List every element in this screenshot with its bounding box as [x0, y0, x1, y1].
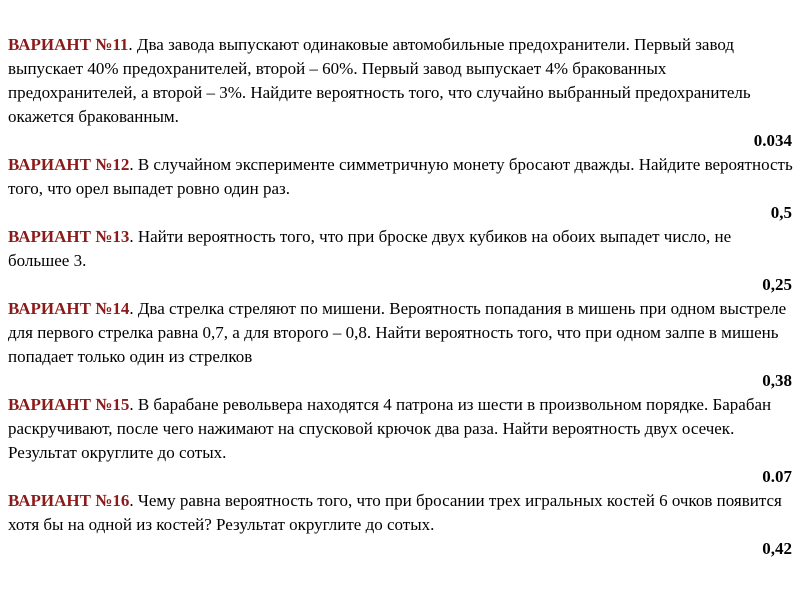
variant-13-answer: 0,25	[762, 275, 792, 294]
variant-11-answer: 0.034	[753, 131, 792, 150]
variant-13-text: . Найти вероятность того, что при броске двух кубиков на обоих выпадет число, не большее 3.	[8, 227, 732, 270]
variant-14-text: . Два стрелка стреляют по мишени. Вероятность попадания в мишень при одном выстреле для первого стрелка равна 0,7, а для второго – 0,8. Найти вероятность того, что при одном залпе в мишень попадает только один из стрелков	[8, 299, 787, 366]
variant-13-problem	[8, 225, 794, 273]
variant-16-problem	[8, 489, 794, 537]
variant-12-text: . В случайном эксперименте симметричную монету бросают дважды. Найдите вероятность того, что орел выпадет ровно один раз.	[8, 155, 793, 198]
variant-12-problem	[8, 153, 794, 201]
variant-13-label: ВАРИАНТ №13	[8, 227, 130, 246]
variant-11-problem	[8, 33, 794, 129]
variant-11-text: . Два завода выпускают одинаковые автомобильные предохранители. Первый завод выпускает 40% предохранителей, второй – 60%. Первый завод выпускает 4% бракованных предохранителей, а второй – 3%. Найдите вероятность того, что случайно выбранный предохранитель окажется бракованным.	[8, 35, 751, 126]
variant-15	[8, 393, 794, 489]
variant-15-answer: 0.07	[762, 467, 792, 486]
variant-12-label: ВАРИАНТ №12	[8, 155, 130, 174]
variant-15-label: ВАРИАНТ №15	[8, 395, 130, 414]
variants-list	[8, 33, 794, 561]
variant-16	[8, 489, 794, 561]
variant-15-problem	[8, 393, 794, 465]
variant-14-label: ВАРИАНТ №14	[8, 299, 130, 318]
variant-11	[8, 33, 794, 153]
variant-16-answer: 0,42	[762, 539, 792, 558]
variant-11-label: ВАРИАНТ №11	[8, 35, 129, 54]
variant-12-answer: 0,5	[770, 203, 792, 222]
variant-14-problem	[8, 297, 794, 369]
variant-16-text: . Чему равна вероятность того, что при бросании трех игральных костей 6 очков появится хотя бы на одной из костей? Результат округлите до сотых.	[8, 491, 782, 534]
variant-14-answer: 0,38	[762, 371, 792, 390]
variant-15-text: . В барабане револьвера находятся 4 патрона из шести в произвольном порядке. Барабан раскручивают, после чего нажимают на спусковой крючок два раза. Найти вероятность двух осечек. Результат округлите до сотых.	[8, 395, 772, 462]
variant-14	[8, 297, 794, 393]
variant-16-label: ВАРИАНТ №16	[8, 491, 130, 510]
variant-13	[8, 225, 794, 297]
variant-12	[8, 153, 794, 225]
